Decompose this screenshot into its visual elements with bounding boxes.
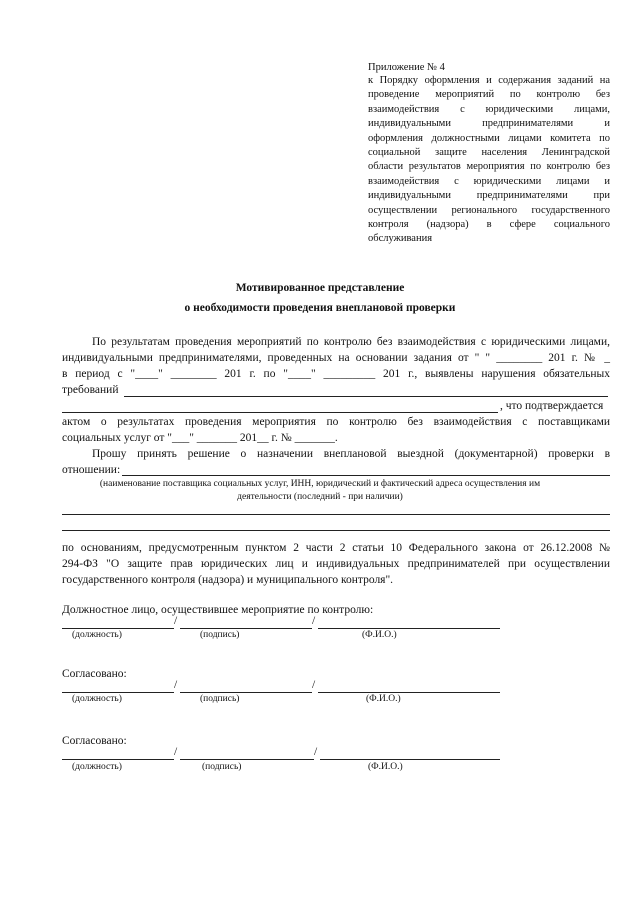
separator: / (314, 746, 318, 758)
fio-caption: (Ф.И.О.) (362, 630, 397, 640)
separator: / (174, 746, 178, 758)
signature-caption: (подпись) (202, 762, 242, 772)
body-line: по основаниям, предусмотренным пунктом 2 части 2 статьи 10 Федерального закона от 26.12.2008 № (62, 542, 610, 554)
separator: / (312, 615, 316, 627)
body-line: 294-ФЗ "О защите прав юридических лиц и индивидуальных предпринимателей при осуществлении (62, 558, 610, 570)
separator: / (312, 679, 316, 691)
document-title: Мотивированное представление (235, 282, 405, 294)
fill-line (62, 530, 610, 531)
signature-line (180, 759, 314, 760)
body-line: , что подтверждается (500, 400, 604, 412)
appendix-text: к Порядку оформления и содержания заданий на проведение мероприятий по контролю без взаимодействия с юридическими лицами, индивидуальными предпринимателями и оформления должностными лицами комитета по социальной защите населения Ленинградской области результатов мероприятия по контролю без взаимодействия с юридическими лицами и индивидуальными предпринимателями при осуществлении регионального государственного контроля (надзора) в сфере социального обслуживания (368, 75, 610, 245)
position-caption: (должность) (72, 762, 122, 772)
field-hint: деятельности (последний - при наличии) (237, 492, 403, 502)
body-line: индивидуальными предпринимателями, проведенных на основании задания от " " ________ 201 г. № _ (62, 352, 610, 364)
body-line: отношении: (62, 464, 121, 476)
fio-caption: (Ф.И.О.) (366, 694, 401, 704)
signature-line (62, 759, 174, 760)
fill-line (124, 396, 608, 397)
body-line: государственного контроля (надзора) и муниципального контроля". (62, 574, 394, 586)
signature-line (180, 692, 312, 693)
body-line: актом о результатах проведения мероприятия по контролю без взаимодействия с поставщиками (62, 416, 610, 428)
signature-line (62, 628, 174, 629)
official-label: Должностное лицо, осуществившее мероприятие по контролю: (62, 604, 374, 616)
fio-caption: (Ф.И.О.) (368, 762, 403, 772)
signature-caption: (подпись) (200, 694, 240, 704)
signature-line (180, 628, 312, 629)
agreed-label: Согласовано: (62, 735, 127, 747)
fill-line (62, 412, 498, 413)
body-line: требований (62, 384, 119, 396)
field-hint: (наименование поставщика социальных услуг, ИНН, юридический и фактический адреса осуществления им (99, 479, 541, 489)
signature-line (318, 628, 500, 629)
body-line: По результатам проведения мероприятий по контролю без взаимодействия с юридическими лицами, (92, 336, 610, 348)
signature-line (62, 692, 174, 693)
separator: / (174, 615, 178, 627)
signature-caption: (подпись) (200, 630, 240, 640)
signature-line (320, 759, 500, 760)
position-caption: (должность) (72, 694, 122, 704)
fill-line (62, 514, 610, 515)
separator: / (174, 679, 178, 691)
body-line: социальных услуг от "___" _______ 201__ г. № _______. (62, 432, 338, 444)
appendix-title: Приложение № 4 (368, 62, 445, 73)
fill-line (122, 475, 610, 476)
document-subtitle: о необходимости проведения внеплановой проверки (184, 302, 456, 314)
body-line: в период с "____" ________ 201 г. по "____" _________ 201 г., выявлены нарушения обязательных (62, 368, 610, 380)
agreed-label: Согласовано: (62, 668, 127, 680)
body-line: Прошу принять решение о назначении внеплановой выездной (документарной) проверки в (92, 448, 610, 460)
signature-line (318, 692, 500, 693)
position-caption: (должность) (72, 630, 122, 640)
